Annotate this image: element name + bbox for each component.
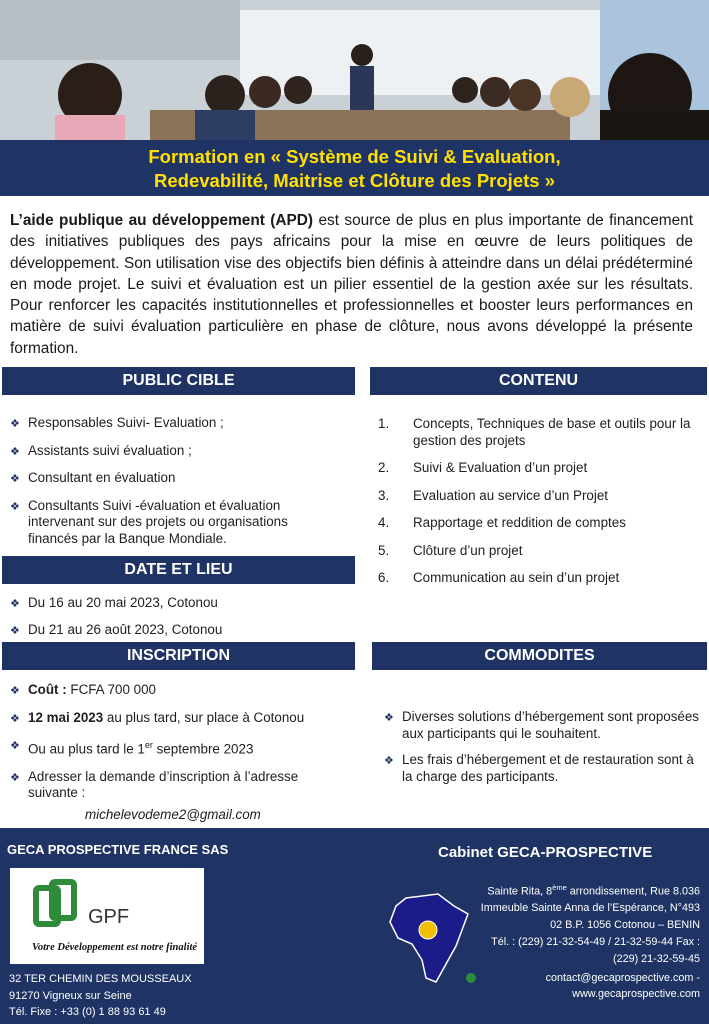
title-banner [0, 140, 709, 196]
list-item: ❖ Les frais d’hébergement et de restauration sont à la charge des participants. [384, 752, 694, 784]
footer-company-left: GECA PROSPECTIVE FRANCE SAS [7, 842, 229, 857]
list-item: ❖ Du 21 au 26 août 2023, Cotonou [10, 622, 340, 639]
gpf-logo-text: GPF [88, 906, 130, 928]
list-item: 2. Suivi & Evaluation d’un projet [378, 460, 588, 475]
list-item: ❖ Assistants suivi évaluation ; [10, 443, 330, 460]
list-item: ❖ 12 mai 2023 au plus tard, sur place à Cotonou [10, 710, 340, 727]
website-link[interactable]: www.gecaprospective.com [572, 988, 700, 1001]
list-item: ❖ Consultants Suivi -évaluation et évaluation intervenant sur des projets ou organisations financés par la Banque Mondiale. [10, 497, 288, 546]
contact-email-link[interactable]: michelevodeme2@gmail.com [85, 807, 261, 822]
diamond-bullet-icon: ❖ [10, 500, 20, 513]
list-item: 3. Evaluation au service d’un Projet [378, 487, 609, 503]
commodites-list [384, 709, 704, 785]
diamond-bullet-icon: ❖ [384, 712, 394, 724]
intro-bold-lead: L’aide publique au développement (APD) [10, 212, 314, 229]
list-item: 6. Communication au sein d’un projet [378, 570, 620, 585]
header-photo [0, 0, 709, 140]
gpf-slogan: Votre Développement est notre finalité [32, 942, 198, 953]
public-cible-heading: PUBLIC CIBLE [2, 367, 355, 395]
list-item: ❖ Responsables Suivi- Evaluation ; [10, 415, 330, 432]
list-item: 1. Concepts, Techniques de base et outils pour la gestion des projets [378, 416, 691, 448]
list-item: 4. Rapportage et reddition de comptes [378, 515, 626, 530]
list-item: ❖ Coût : FCFA 700 000 [10, 682, 340, 699]
list-item: 5. Clôture d’un projet [378, 542, 523, 558]
title-line-1: Formation en « Système de Suivi & Evaluation, [148, 146, 561, 167]
list-item: ❖ Adresser la demande d’inscription à l’adresse suivante : [10, 768, 299, 801]
diamond-bullet-icon: ❖ [10, 445, 20, 458]
list-item: ❖ Diverses solutions d’hébergement sont proposées aux participants qui le souhaitent. [384, 709, 699, 741]
inscription-heading: INSCRIPTION [2, 642, 355, 670]
intro-paragraph [10, 210, 693, 359]
title-line-2: Redevabilité, Maitrise et Clôture des Projets » [154, 170, 555, 191]
footer [0, 828, 709, 1024]
date-lieu-heading: DATE ET LIEU [2, 556, 355, 584]
date-lieu-list [10, 595, 340, 638]
diamond-bullet-icon: ❖ [10, 771, 20, 784]
gpf-logo [10, 868, 204, 964]
contact-link[interactable]: contact@gecaprospective.com - [545, 971, 700, 984]
inscription-list [10, 682, 340, 802]
diamond-bullet-icon: ❖ [10, 473, 20, 485]
contenu-heading: CONTENU [370, 367, 707, 395]
intro-text: est source de plus en plus importante de financement des initiatives publiques des pays africains pour la mise en œuvre de leurs politiques de développement. Son utilisation vise des objectifs bien définis à atteindre dans un délai prédéterminé en mode projet. Le suivi et évaluation est un pilier essentiel de la gestion axée sur les résultats. Pour renforcer les capacités institutionnelles et professionnelles et booster leurs performances en matière de suivi évaluation particulière en phase de clôture, nous avons développé la présente formation. [10, 212, 693, 357]
address-benin: Sainte Rita, 8ème arrondissement, Rue 8.036 Immeuble Sainte Anna de l’Espérance, N°493 02 B.P. 1056 Cotonou – BENIN Tél. : (229) 21-32-54-49 / 21-32-59-44 Fax : (229) 21-32-59-45 contact@gecaprospective.com - www.gecaprospective.com [440, 880, 700, 1003]
diamond-bullet-icon: ❖ [10, 685, 20, 697]
diamond-bullet-icon: ❖ [10, 418, 20, 430]
diamond-bullet-icon: ❖ [10, 598, 20, 610]
commodites-heading: COMMODITES [372, 642, 707, 670]
diamond-bullet-icon: ❖ [10, 624, 20, 637]
list-item: ❖ Du 16 au 20 mai 2023, Cotonou [10, 595, 340, 612]
footer-company-right: Cabinet GECA-PROSPECTIVE [438, 844, 653, 861]
public-cible-list [10, 415, 330, 547]
contenu-list [378, 416, 703, 587]
diamond-bullet-icon: ❖ [10, 712, 20, 725]
diamond-bullet-icon: ❖ [384, 755, 394, 767]
diamond-bullet-icon: ❖ [10, 740, 20, 752]
list-item: ❖ Consultant en évaluation [10, 470, 330, 487]
gpf-logo-icon [30, 876, 90, 936]
address-france: 32 TER CHEMIN DES MOUSSEAUX 91270 Vigneux sur Seine Tél. Fixe : +33 (0) 1 88 93 61 49 [9, 973, 192, 1018]
list-item: ❖ Ou au plus tard le 1er septembre 2023 [10, 740, 254, 757]
